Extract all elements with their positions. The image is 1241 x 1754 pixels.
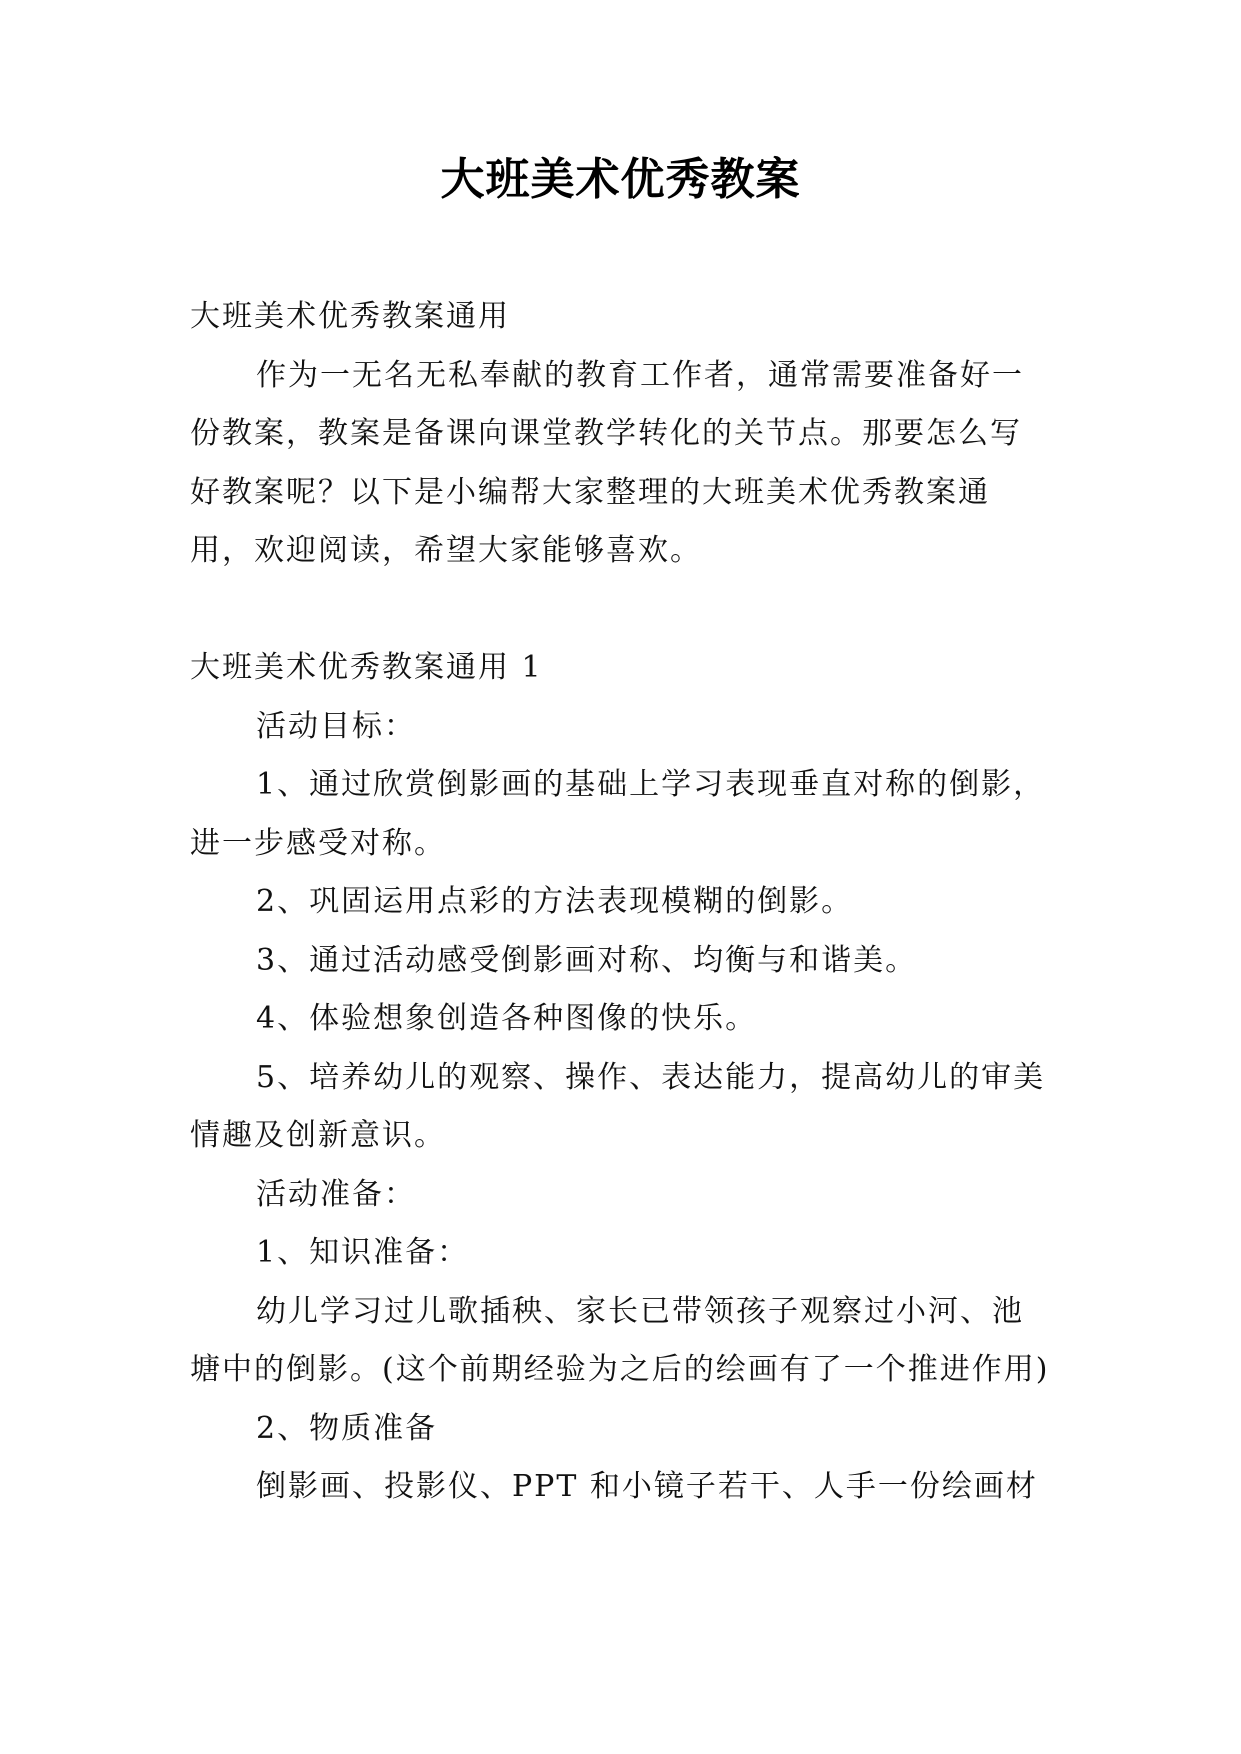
document-title: 大班美术优秀教案 [440,154,801,205]
goal-item-2: 2、巩固运用点彩的方法表现模糊的倒影。 [256,884,854,919]
prep-materials-detail: 倒影画、投影仪、PPT 和小镜子若干、人手一份绘画材 [256,1469,1038,1504]
goal-item-5: 5、培养幼儿的观察、操作、表达能力，提高幼儿的审美情趣及创新意识。 [190,1059,1046,1153]
paragraph-intro: 作为一无名无私奉献的教育工作者，通常需要准备好一份教案，教案是备课向课堂教学转化的关节点。那要怎么写好教案呢？以下是小编帮大家整理的大班美术优秀教案通用，欢迎阅读，希望大家能够喜欢。 [190,357,1024,568]
document-body [190,288,1052,1517]
paragraph-subtitle: 大班美术优秀教案通用 [190,299,510,334]
prep-item-materials: 2、物质准备 [256,1410,438,1446]
activity-prep-heading: 活动准备： [256,1176,416,1212]
goal-item-4: 4、体验想象创造各种图像的快乐。 [256,1001,758,1036]
goal-item-1: 1、通过欣赏倒影画的基础上学习表现垂直对称的倒影，进一步感受对称。 [190,767,1046,861]
goal-item-3: 3、通过活动感受倒影画对称、均衡与和谐美。 [256,942,918,978]
activity-goals-heading: 活动目标： [256,708,416,744]
prep-knowledge-detail: 幼儿学习过儿歌插秧、家长已带领孩子观察过小河、池塘中的倒影。(这个前期经验为之后的绘画有了一个推进作用) [190,1293,1050,1387]
paragraph-spacer [190,581,1052,640]
section-heading: 大班美术优秀教案通用 1 [190,650,543,685]
prep-item-knowledge: 1、知识准备： [256,1235,470,1270]
